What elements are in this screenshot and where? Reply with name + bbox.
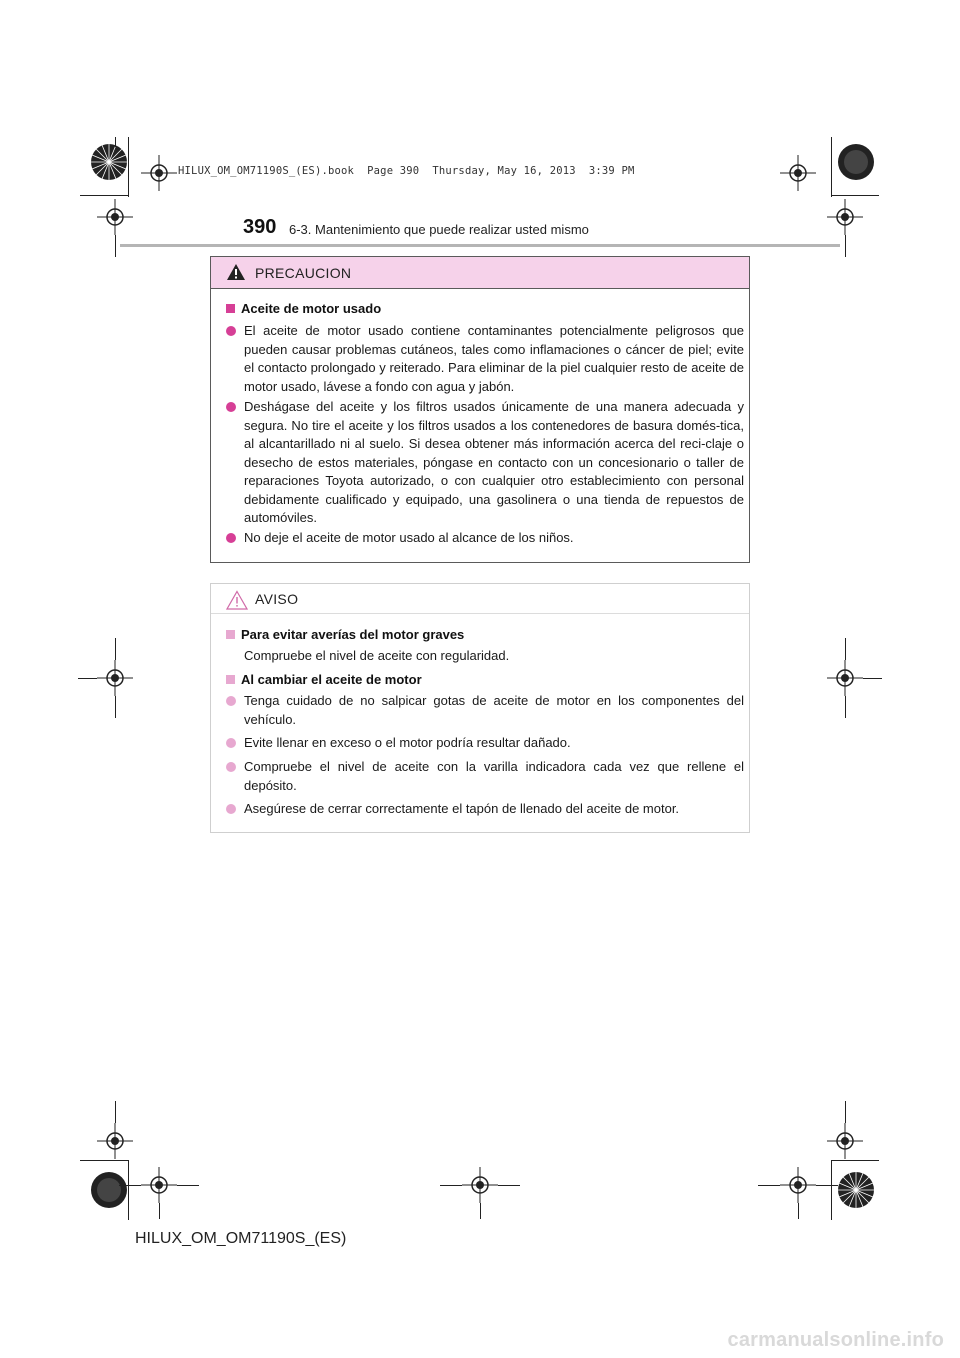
crop-line	[845, 235, 846, 257]
notice-heading-text: Para evitar averías del motor graves	[241, 627, 465, 642]
crosshair-mark-icon	[827, 660, 863, 696]
section-square-icon	[226, 304, 235, 313]
crosshair-mark-icon	[97, 660, 133, 696]
notice-heading	[226, 672, 422, 687]
notice-bullet	[226, 692, 744, 729]
caution-box	[210, 256, 750, 563]
warning-triangle-icon	[226, 263, 246, 281]
crop-line	[798, 1203, 799, 1219]
bullet-dot-icon	[226, 533, 236, 543]
crop-line	[831, 195, 879, 196]
caution-header	[211, 257, 749, 289]
notice-bullet-text: Tenga cuidado de no salpicar gotas de aceite de motor en los componentes del vehículo.	[244, 693, 744, 727]
crop-line	[480, 1203, 481, 1219]
caution-bullet-text: Deshágase del aceite y los filtros usados únicamente de una manera adecuada y segura. No tire el aceite y los filtros usados a los contenedores de basura domés-tica, al alcantarillado ni al suelo. Si desea obtener más información acerca del reci-claje o desecho de estos materiales, póngase en contacto con un concesionario o taller de reparaciones Toyota autorizado, o con cualquier otro establecimiento con personal debidamente cualificado y equipado, una gasolinera o una tienda de repuestos de automóviles.	[244, 399, 744, 525]
notice-heading	[226, 627, 464, 642]
notice-bullet	[226, 758, 744, 795]
book-info-slug: HILUX_OM_OM71190S_(ES).book Page 390 Thursday, May 16, 2013 3:39 PM	[178, 165, 635, 177]
crop-line	[115, 1101, 116, 1123]
crop-line	[115, 696, 116, 718]
crop-line	[816, 1185, 838, 1186]
caution-bullet-text: El aceite de motor usado contiene contaminantes potencialmente peligrosos que pueden causar problemas cutáneos, tales como inflamaciones o cáncer de piel; evite el contacto prolongado y reiterado. Para eliminar de la piel cualquier resto de aceite de motor usado, lávese a fondo con agua y jabón.	[244, 323, 744, 394]
caution-bullet	[226, 529, 744, 548]
crop-line	[80, 1160, 128, 1161]
header-rule	[120, 244, 840, 247]
caution-bullet	[226, 322, 744, 396]
crosshair-mark-icon	[141, 155, 177, 191]
registration-dot-icon	[837, 143, 875, 181]
warning-triangle-outline-icon	[226, 590, 248, 610]
crop-line	[831, 1160, 832, 1220]
crop-line	[845, 696, 846, 718]
crop-line	[845, 638, 846, 660]
notice-bullet-text: Asegúrese de cerrar correctamente el tapón de llenado del aceite de motor.	[244, 801, 680, 816]
crop-line	[498, 1185, 520, 1186]
notice-bullet	[226, 734, 744, 753]
registration-starburst-icon	[837, 1171, 875, 1209]
notice-box	[210, 583, 750, 833]
crop-line	[831, 1160, 879, 1161]
registration-dot-icon	[90, 1171, 128, 1209]
crop-line	[115, 235, 116, 257]
notice-header	[211, 584, 749, 614]
crosshair-mark-icon	[97, 1123, 133, 1159]
section-title: 6-3. Mantenimiento que puede realizar usted mismo	[289, 222, 589, 237]
page-number: 390	[243, 216, 277, 238]
caution-label: PRECAUCION	[255, 265, 352, 281]
crosshair-mark-icon	[141, 1167, 177, 1203]
bullet-dot-icon	[226, 696, 236, 706]
crop-line	[115, 638, 116, 660]
crop-line	[128, 137, 129, 197]
section-square-icon	[226, 675, 235, 684]
crop-line	[78, 678, 97, 679]
caution-bullet	[226, 398, 744, 528]
crosshair-mark-icon	[97, 199, 133, 235]
bullet-dot-icon	[226, 326, 236, 336]
notice-bullet-text: Evite llenar en exceso o el motor podría resultar dañado.	[244, 735, 571, 750]
crop-line	[159, 1203, 160, 1219]
crop-line	[831, 137, 832, 197]
site-watermark: carmanualsonline.info	[727, 1329, 944, 1351]
notice-bullet-text: Compruebe el nivel de aceite con la varilla indicadora cada vez que rellene el depósito.	[244, 759, 744, 793]
crosshair-mark-icon	[780, 1167, 816, 1203]
crop-line	[177, 1185, 199, 1186]
crop-line	[119, 1185, 141, 1186]
section-square-icon	[226, 630, 235, 639]
notice-heading-text: Al cambiar el aceite de motor	[241, 672, 422, 687]
crop-line	[440, 1185, 462, 1186]
crosshair-mark-icon	[462, 1167, 498, 1203]
notice-label: AVISO	[255, 591, 299, 607]
crop-line	[80, 195, 128, 196]
crosshair-mark-icon	[827, 199, 863, 235]
bullet-dot-icon	[226, 762, 236, 772]
notice-text: Compruebe el nivel de aceite con regularidad.	[244, 648, 510, 663]
bullet-dot-icon	[226, 804, 236, 814]
crop-line	[863, 678, 882, 679]
caution-heading	[226, 301, 381, 316]
crosshair-mark-icon	[780, 155, 816, 191]
registration-starburst-icon	[90, 143, 128, 181]
crop-line	[758, 1185, 780, 1186]
bullet-dot-icon	[226, 738, 236, 748]
notice-bullet	[226, 800, 744, 819]
crop-line	[115, 137, 116, 147]
crosshair-mark-icon	[827, 1123, 863, 1159]
crop-line	[128, 1160, 129, 1220]
caution-bullet-text: No deje el aceite de motor usado al alcance de los niños.	[244, 530, 574, 545]
manual-code: HILUX_OM_OM71190S_(ES)	[135, 1230, 347, 1247]
crop-line	[845, 1101, 846, 1123]
caution-heading-text: Aceite de motor usado	[241, 301, 382, 316]
bullet-dot-icon	[226, 402, 236, 412]
